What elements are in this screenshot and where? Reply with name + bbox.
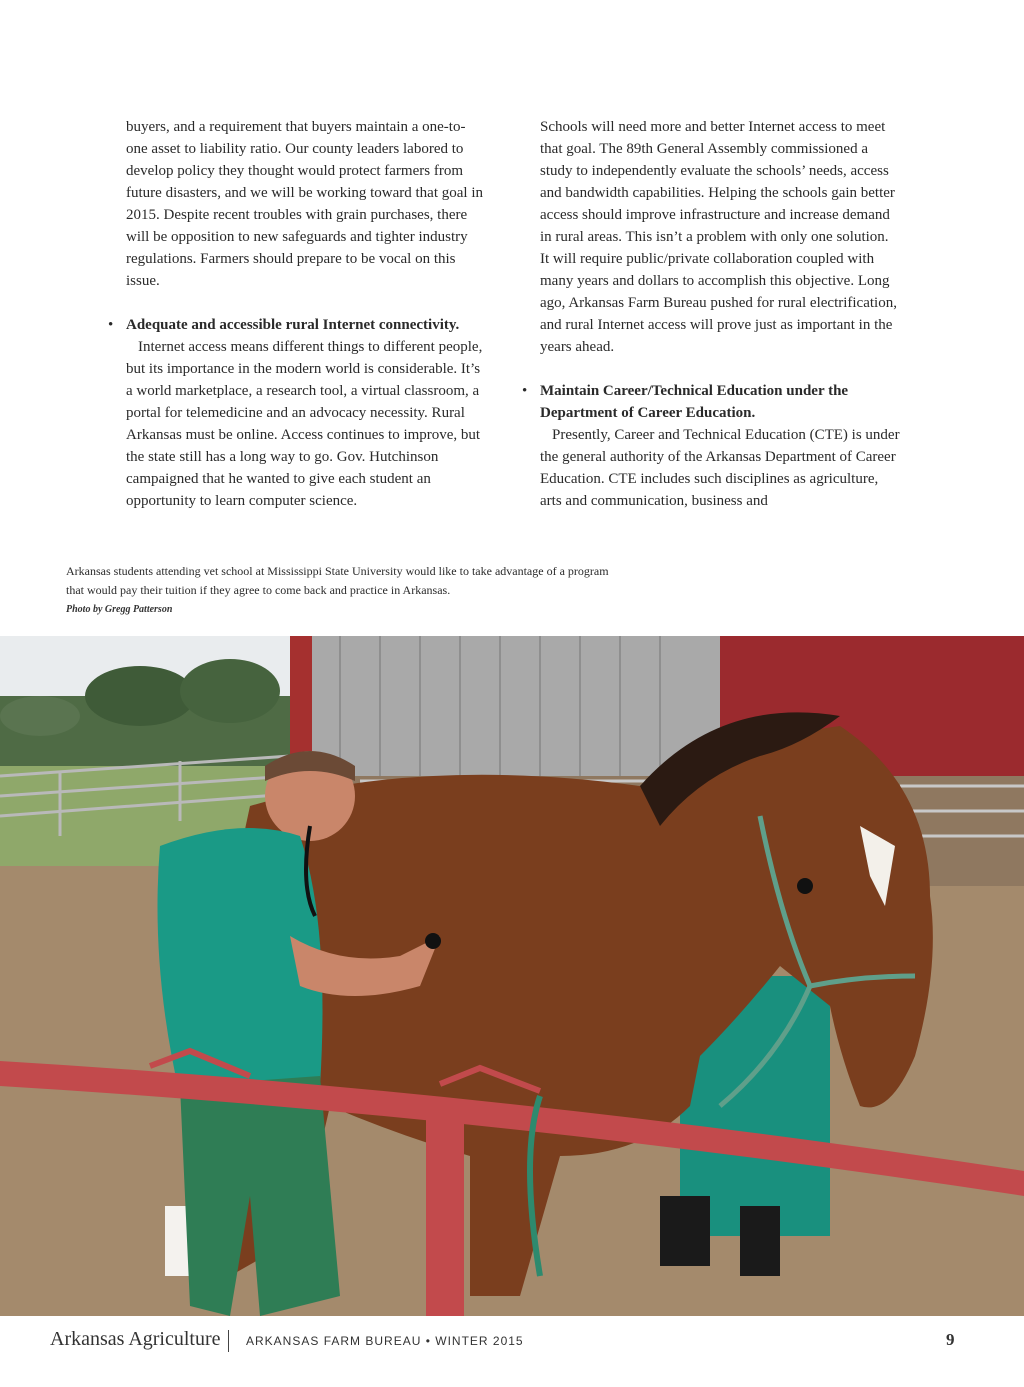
bullet-body: Presently, Career and Technical Education (CTE) is under the general authority of the Arkansas Department of Career Education. CTE includes such disciplines as agriculture, arts and communication, business and xyxy=(540,427,900,509)
bullet-dot: • xyxy=(522,383,528,399)
footer-publication: ARKANSAS FARM BUREAU • WINTER 2015 xyxy=(246,1334,524,1348)
boot xyxy=(740,1206,780,1276)
bullet-item xyxy=(108,314,486,512)
article-column-right xyxy=(522,116,900,512)
footer-divider xyxy=(228,1330,229,1352)
page-footer xyxy=(0,1316,1024,1387)
vet-scrub-pants xyxy=(180,1076,340,1316)
horse-eye xyxy=(797,878,813,894)
boot xyxy=(660,1196,710,1266)
bullet-dot: • xyxy=(108,317,114,333)
photo-illustration xyxy=(0,636,1024,1316)
stethoscope-chestpiece xyxy=(425,933,441,949)
footer-brand: Arkansas Agriculture xyxy=(50,1328,221,1350)
bullet-heading: Adequate and accessible rural Internet connectivity. xyxy=(126,317,460,333)
paragraph: buyers, and a requirement that buyers maintain a one-to-one asset to liability ratio. Our county leaders labored to develop policy they thought would protect farmers from future disasters, and we will be working toward that goal in 2015. Despite recent troubles with grain purchases, there will be opposition to new safeguards and tighter industry regulations. Farmers should prepare to be vocal on this issue. xyxy=(126,119,483,289)
page-number: 9 xyxy=(946,1330,955,1349)
tree xyxy=(85,666,195,726)
tree xyxy=(0,696,80,736)
article-column-left xyxy=(108,116,486,512)
bullet-body: Internet access means different things to different people, but its importance in the modern world is considerable. It’s a world marketplace, a research tool, a virtual classroom, a portal for telemedicine and an advocacy necessity. Rural Arkansas must be online. Access continues to improve, but the state still has a long way to go. Gov. Hutchinson campaigned that he wanted to give each student an opportunity to learn computer science. xyxy=(126,339,483,509)
rail-post xyxy=(426,1106,464,1316)
vet-horse-photo xyxy=(0,636,1024,1316)
bullet-heading: Maintain Career/Technical Education under the Department of Career Education. xyxy=(540,383,849,421)
photo-credit: Photo by Gregg Patterson xyxy=(66,604,173,615)
bullet-item xyxy=(522,380,900,512)
tree xyxy=(180,659,280,723)
paragraph: Schools will need more and better Internet access to meet that goal. The 89th General Assembly commissioned a study to independently evaluate the schools’ needs, access and bandwidth capabilities. Helping the schools gain better access should improve infrastructure and increase demand in rural areas. This isn’t a problem with only one solution. It will require public/private collaboration coupled with many years and dollars to accomplish this objective. Long ago, Arkansas Farm Bureau pushed for rural electrification, and rural Internet access will prove just as important in the years ahead. xyxy=(540,119,897,355)
photo-caption: Arkansas students attending vet school at Mississippi State University would like to take advantage of a program that would pay their tuition if they agree to come back and practice in Arkansas. xyxy=(66,564,609,597)
